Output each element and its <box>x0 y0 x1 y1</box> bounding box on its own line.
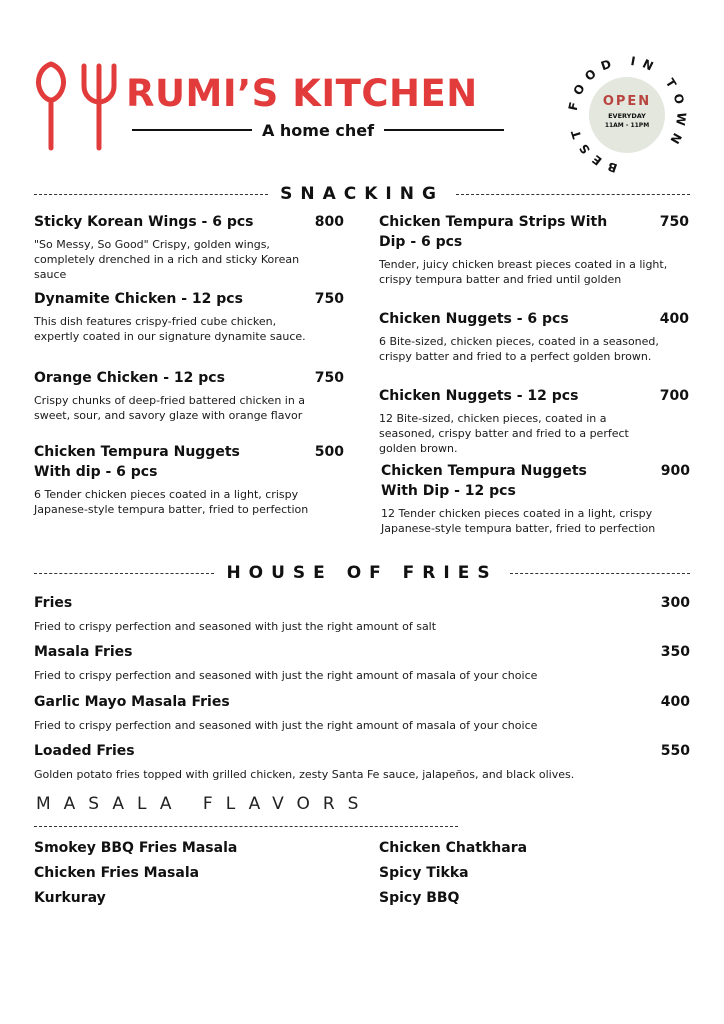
item-price: 350 <box>660 644 690 660</box>
item-name: Chicken Tempura Nuggets With dip - 6 pcs <box>34 444 240 480</box>
menu-item <box>34 593 690 634</box>
dashed-divider <box>34 826 458 827</box>
item-description: 6 Bite-sized, chicken pieces, coated in a seasoned, crispy batter and fried to a perfect golden brown. <box>379 335 659 363</box>
menu-item <box>379 212 689 287</box>
item-description: 12 Bite-sized, chicken pieces, coated in a seasoned, crispy batter and fried to a perfect golden brown. <box>379 412 629 455</box>
fries-heading-row <box>34 563 690 583</box>
flavor-item: Smokey BBQ Fries Masala <box>34 840 238 856</box>
item-description: Fried to crispy perfection and seasoned with just the right amount of salt <box>34 620 437 633</box>
divider-line <box>384 129 504 131</box>
item-price: 700 <box>659 388 689 404</box>
badge-status: OPEN <box>602 94 652 109</box>
item-price: 800 <box>314 214 344 230</box>
item-description: Crispy chunks of deep-fried battered chicken in a sweet, sour, and savory glaze with orange flavor <box>34 394 306 422</box>
section-title-snacking: SNACKING <box>280 184 444 204</box>
item-name: Masala Fries <box>34 644 133 660</box>
menu-item <box>34 368 344 423</box>
brand-name: RUMI’S KITCHEN <box>126 72 478 115</box>
item-description: Fried to crispy perfection and seasoned with just the right amount of masala of your choice <box>34 669 538 682</box>
menu-item <box>34 212 344 282</box>
badge-hours: 11AM - 11PM <box>604 122 650 129</box>
item-name: Chicken Nuggets - 12 pcs <box>379 388 579 404</box>
flavor-item: Spicy Tikka <box>379 865 469 881</box>
flavor-item: Kurkuray <box>34 890 106 906</box>
flavor-item: Chicken Chatkhara <box>379 840 528 856</box>
item-name: Fries <box>34 595 73 611</box>
item-name: Garlic Mayo Masala Fries <box>34 694 230 710</box>
item-price: 400 <box>659 311 689 327</box>
tagline: A home chef <box>261 120 375 140</box>
menu-item <box>34 289 344 344</box>
tagline-row <box>132 118 504 142</box>
badge-days: EVERYDAY <box>608 112 646 120</box>
dashed-divider <box>456 194 690 195</box>
dashed-divider <box>34 573 214 574</box>
menu-item <box>379 309 689 364</box>
flavor-item: Spicy BBQ <box>379 890 460 906</box>
item-name: Sticky Korean Wings - 6 pcs <box>34 214 254 230</box>
item-description: Fried to crispy perfection and seasoned with just the right amount of masala of your choice <box>34 719 538 732</box>
item-price: 300 <box>660 595 690 611</box>
divider-line <box>132 129 252 131</box>
item-name: Chicken Tempura Strips With Dip - 6 pcs <box>379 214 608 250</box>
menu-item <box>34 442 344 517</box>
item-description: Golden potato fries topped with grilled chicken, zesty Santa Fe sauce, jalapeños, and black olives. <box>34 768 575 781</box>
item-description: Tender, juicy chicken breast pieces coated in a light, crispy tempura batter and fried until golden <box>379 258 668 286</box>
menu-item <box>34 692 690 733</box>
item-price: 750 <box>314 291 344 307</box>
dashed-divider <box>510 573 690 574</box>
menu-item <box>381 461 690 536</box>
item-description: 12 Tender chicken pieces coated in a light, crispy Japanese-style tempura batter, fried to perfection <box>381 507 656 535</box>
item-name: Dynamite Chicken - 12 pcs <box>34 291 243 307</box>
item-price: 750 <box>314 370 344 386</box>
item-name: Chicken Tempura Nuggets With Dip - 12 pcs <box>381 463 587 499</box>
menu-item <box>34 741 690 782</box>
item-description: This dish features crispy-fried cube chicken, expertly coated in our signature dynamite sauce. <box>34 315 306 343</box>
item-price: 500 <box>314 444 344 460</box>
badge-arc-text: BEST FOOD IN TOWN <box>565 53 689 176</box>
item-name: Orange Chicken - 12 pcs <box>34 370 225 386</box>
flavor-item: Chicken Fries Masala <box>34 865 200 881</box>
item-price: 550 <box>660 743 690 759</box>
fork-and-utensil-logo-icon <box>32 60 122 152</box>
item-name: Loaded Fries <box>34 743 135 759</box>
snacking-heading-row <box>34 184 690 204</box>
menu-item <box>34 642 690 683</box>
menu-item <box>379 386 689 456</box>
open-badge <box>562 50 692 180</box>
item-price: 400 <box>660 694 690 710</box>
item-description: 6 Tender chicken pieces coated in a light, crispy Japanese-style tempura batter, fried to perfection <box>34 488 309 516</box>
item-price: 750 <box>659 214 689 230</box>
section-title-masala: MASALA FLAVORS <box>36 794 372 814</box>
section-title-fries: HOUSE OF FRIES <box>226 563 498 583</box>
item-description: "So Messy, So Good" Crispy, golden wings, completely drenched in a rich and sticky Korean sauce <box>34 238 300 281</box>
dashed-divider <box>34 194 268 195</box>
item-name: Chicken Nuggets - 6 pcs <box>379 311 569 327</box>
item-price: 900 <box>660 463 690 479</box>
